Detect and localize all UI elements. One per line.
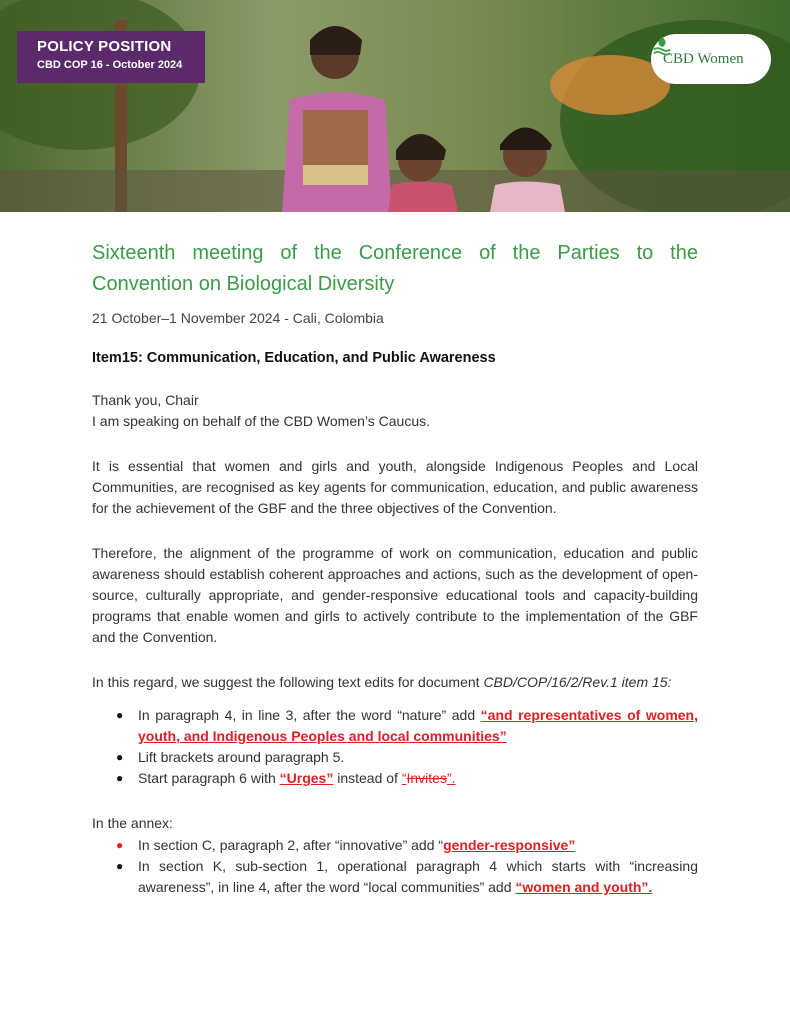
edit-1-text: In paragraph 4, in line 3, after the word “nature” add (138, 707, 481, 723)
bullet-icon: ● (116, 859, 124, 873)
document-body (92, 238, 698, 898)
paragraph-3 (92, 672, 698, 693)
document-reference: CBD/COP/16/2/Rev.1 item 15: (483, 674, 672, 690)
annex-edits-list (92, 835, 698, 898)
agenda-item-heading: Item15: Communication, Education, and Public Awareness (92, 350, 496, 366)
edit-3-insertion: “Urges” (279, 770, 334, 786)
list-item (92, 856, 698, 898)
greeting-line: Thank you, Chair (92, 392, 199, 408)
header-banner (0, 0, 790, 212)
document-title: Sixteenth meeting of the Conference of the Parties to the Convention on Biological Diversity (92, 242, 698, 295)
bullet-icon: ● (116, 750, 124, 764)
logo-text: CBD Women (663, 50, 744, 67)
annex-edit-1-insertion: gender-responsive” (443, 837, 576, 853)
edit-3-deletion: Invites (406, 770, 447, 786)
edit-3-text: Start paragraph 6 with (138, 770, 280, 786)
edit-1-insertion: “and representatives of women, youth, and Indigenous Peoples and local communities” (138, 707, 698, 744)
edit-2-text: Lift brackets around paragraph 5. (138, 749, 345, 765)
cbd-women-logo (651, 34, 771, 84)
edit-3-deletion-close: ”. (446, 770, 456, 786)
edit-3-mid: instead of (333, 770, 402, 786)
policy-position-badge (17, 31, 205, 83)
text-edits-list (92, 705, 698, 789)
list-item (92, 835, 698, 856)
opening-paragraph (92, 390, 698, 432)
annex-edit-1-text: In section C, paragraph 2, after “innovative” add “ (138, 837, 444, 853)
list-item (92, 768, 698, 789)
speaking-line: I am speaking on behalf of the CBD Women’s Caucus. (92, 413, 430, 429)
paragraph-1: It is essential that women and girls and youth, alongside Indigenous Peoples and Local Communities, are recognised as key agents for communication, education, and public awareness for the achievement of the GBF and the three objectives of the Convention. (92, 458, 698, 516)
list-item (92, 705, 698, 747)
badge-subtitle: CBD COP 16 - October 2024 (37, 59, 183, 71)
paragraph-2: Therefore, the alignment of the programme of work on communication, education and public awareness should establish coherent approaches and actions, such as the development of open-source, culturally appropriate, and gender-responsive educational tools and capacity-building programs that enable women and girls to actively contribute to the implementation of the GBF and the Convention. (92, 545, 698, 645)
edit-3-deletion-open: “ (401, 770, 407, 786)
paragraph-3-text: In this regard, we suggest the following text edits for document (92, 674, 484, 690)
list-item (92, 747, 698, 768)
leaf-wave-icon (651, 34, 673, 56)
bullet-icon: ● (116, 838, 124, 852)
annex-edit-2-text: In section K, sub-section 1, operational paragraph 4 which starts with “increasing awareness”, in line 4, after the word “local communities” add (138, 858, 698, 895)
bullet-icon: ● (116, 771, 124, 785)
annex-edit-2-insertion: “women and youth”. (515, 879, 653, 895)
bullet-icon: ● (116, 708, 124, 722)
annex-label: In the annex: (92, 815, 173, 831)
meeting-dates: 21 October–1 November 2024 - Cali, Colombia (92, 310, 384, 326)
badge-title: POLICY POSITION (37, 38, 172, 55)
